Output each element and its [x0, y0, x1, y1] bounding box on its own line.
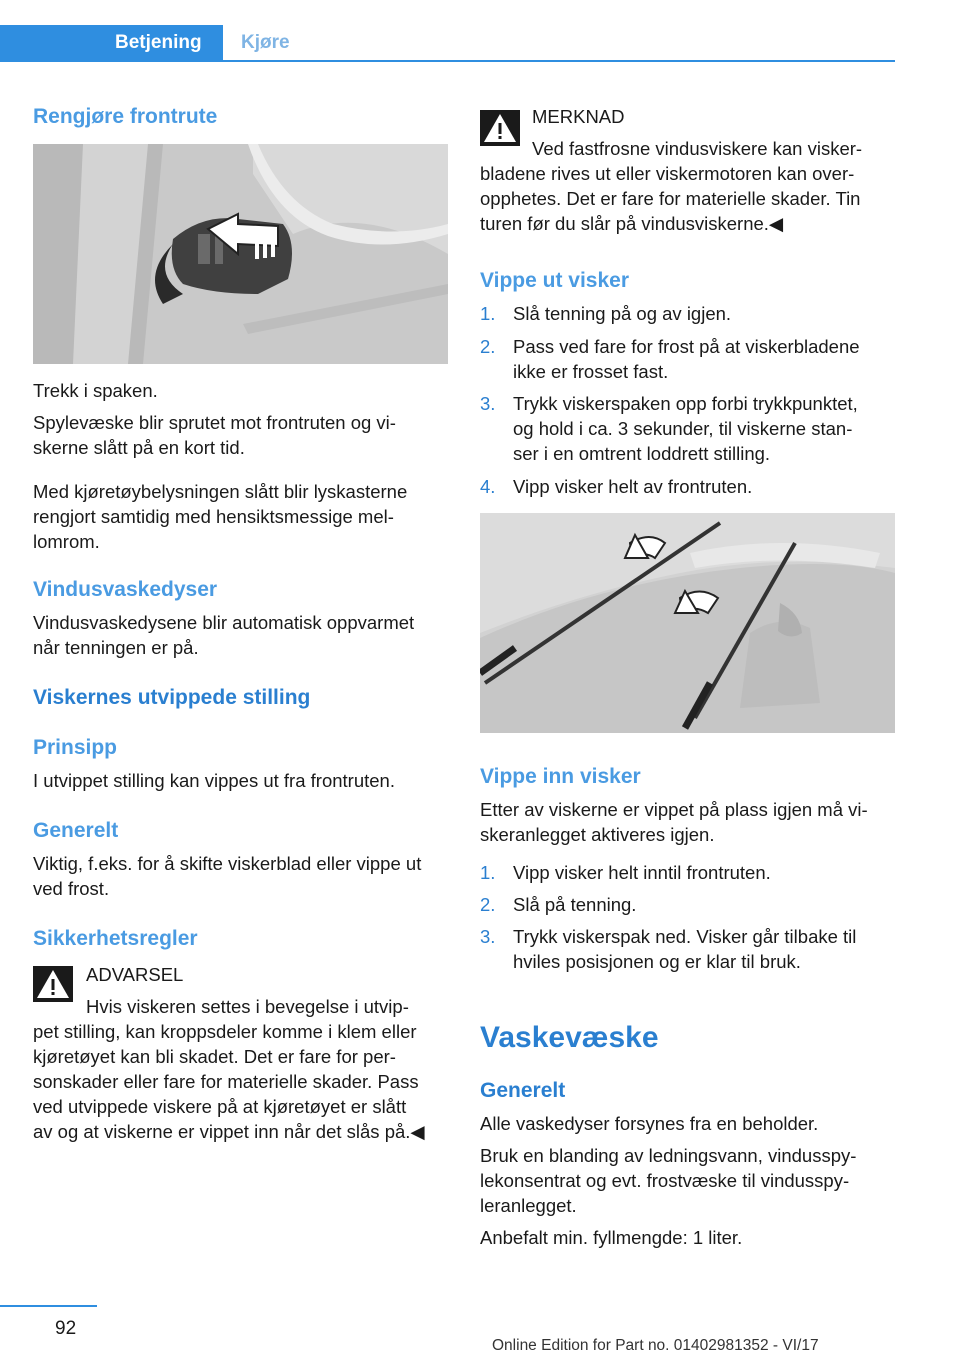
- warning-line-1: Hvis viskeren settes i bevegelse i utvip‐: [86, 996, 409, 1017]
- heading-prinsipp: Prinsipp: [33, 736, 118, 759]
- list-item: [480, 301, 895, 326]
- heading-sikkerhetsregler: Sikkerhetsregler: [33, 927, 198, 950]
- text-vindus-2: når tenningen er på.: [33, 637, 199, 658]
- warning-line-2: pet stilling, kan kroppsdeler komme i klem eller: [33, 1021, 417, 1042]
- notice-title: MERKNAD: [532, 106, 625, 127]
- list-number: 3.: [480, 393, 496, 414]
- header-rule: [0, 60, 895, 62]
- list-text: hviles posisjonen og er klar til bruk.: [513, 951, 801, 972]
- notice-line-1: Ved fastfrosne vindusviskere kan visker‐: [532, 138, 863, 159]
- list-number: 1.: [480, 303, 496, 324]
- windshield-wipers-image: [480, 513, 895, 733]
- text-med-3: lomrom.: [33, 531, 100, 552]
- text-alle: Alle vaskedyser forsynes fra en beholder.: [480, 1113, 819, 1134]
- text-med-2: rengjort samtidig med hensiktsmessige mel‐: [33, 506, 394, 527]
- text-spyle-2: skerne slått på en kort tid.: [33, 437, 245, 458]
- list-item: [480, 892, 895, 917]
- list-item: [480, 924, 895, 974]
- text-bruk-1: Bruk en blanding av ledningsvann, vindusspy‐: [480, 1145, 857, 1166]
- list-item: [480, 334, 895, 384]
- notice-line-3: opphetes. Det er fare for materielle skader. Tin: [480, 188, 861, 209]
- warning-triangle-icon: [33, 966, 73, 1002]
- page-number: 92: [55, 1318, 77, 1339]
- list-number: 2.: [480, 894, 496, 915]
- list-text: Vipp visker helt inntil frontruten.: [513, 862, 771, 883]
- notice-triangle-icon: [480, 110, 520, 146]
- list-number: 1.: [480, 862, 496, 883]
- list-number: 3.: [480, 926, 496, 947]
- text-vindus-1: Vindusvaskedysene blir automatisk oppvarmet: [33, 612, 415, 633]
- heading-vaskevaeske: Vaskevæske: [480, 1021, 659, 1054]
- list-item: [480, 391, 895, 466]
- text-bruk-2: lekonsentrat og evt. frostvæske til vindusspy‐: [480, 1170, 850, 1191]
- warning-line-3: kjøretøyet kan bli skadet. Det er fare for per‐: [33, 1046, 396, 1067]
- list-text: Slå tenning på og av igjen.: [513, 303, 732, 324]
- list-item: [480, 860, 895, 885]
- list-number: 4.: [480, 476, 496, 497]
- text-gen-2: ved frost.: [33, 878, 110, 899]
- heading-vippe-inn: Vippe inn visker: [480, 765, 641, 788]
- edition-text: Online Edition for Part no. 01402981352 - VI/17: [492, 1337, 819, 1354]
- notice-line-4: turen før du slår på vindusviskerne.◀: [480, 213, 784, 234]
- warning-line-5: ved utvippede viskere på at kjøretøyet er slått: [33, 1096, 407, 1117]
- heading-rengjore: Rengjøre frontrute: [33, 105, 218, 128]
- warning-line-6: av og at viskerne er vippet inn når det slås på.◀: [33, 1121, 425, 1142]
- list-text: ikke er frosset fast.: [513, 361, 669, 382]
- warning-title: ADVARSEL: [86, 964, 184, 985]
- heading-generelt-right: Generelt: [480, 1079, 566, 1102]
- warning-line-4: sonskader eller fare for materielle skader. Pass: [33, 1071, 419, 1092]
- top-tab-bar: [0, 0, 895, 62]
- heading-viskernes: Viskernes utvippede stilling: [33, 686, 311, 709]
- wiper-stalk-image: [33, 144, 448, 364]
- list-text: Trykk viskerspaken opp forbi trykkpunktet,: [513, 393, 858, 414]
- text-inn-1: Etter av viskerne er vippet på plass igjen må vi‐: [480, 799, 868, 820]
- tab-kjore[interactable]: Kjøre: [241, 32, 290, 53]
- text-trekk: Trekk i spaken.: [33, 380, 158, 401]
- tab-betjening[interactable]: Betjening: [0, 25, 223, 61]
- list-text: og hold i ca. 3 sekunder, til viskerne stan‐: [513, 418, 853, 439]
- text-med-1: Med kjøretøybelysningen slått blir lyskasterne: [33, 481, 408, 502]
- list-text: Pass ved fare for frost på at viskerbladene: [513, 336, 860, 357]
- list-text: Trykk viskerspak ned. Visker går tilbake til: [513, 926, 857, 947]
- list-number: 2.: [480, 336, 496, 357]
- list-text: Slå på tenning.: [513, 894, 637, 915]
- text-bruk-3: leranlegget.: [480, 1195, 577, 1216]
- text-spyle-1: Spylevæske blir sprutet mot frontruten og vi‐: [33, 412, 396, 433]
- text-prinsipp: I utvippet stilling kan vippes ut fra frontruten.: [33, 770, 395, 791]
- heading-vippe-ut: Vippe ut visker: [480, 269, 630, 292]
- heading-vindusvaskedyser: Vindusvaskedyser: [33, 578, 218, 601]
- text-gen-1: Viktig, f.eks. for å skifte viskerblad eller vippe ut: [33, 853, 422, 874]
- list-text: ser i en omtrent loddrett stilling.: [513, 443, 771, 464]
- footer-rule: [0, 1305, 97, 1307]
- heading-generelt: Generelt: [33, 819, 119, 842]
- list-item: [480, 474, 895, 499]
- list-text: Vipp visker helt av frontruten.: [513, 476, 753, 497]
- text-inn-2: skeranlegget aktiveres igjen.: [480, 824, 715, 845]
- notice-line-2: bladene rives ut eller viskermotoren kan over‐: [480, 163, 855, 184]
- text-anbefalt: Anbefalt min. fyllmengde: 1 liter.: [480, 1227, 743, 1248]
